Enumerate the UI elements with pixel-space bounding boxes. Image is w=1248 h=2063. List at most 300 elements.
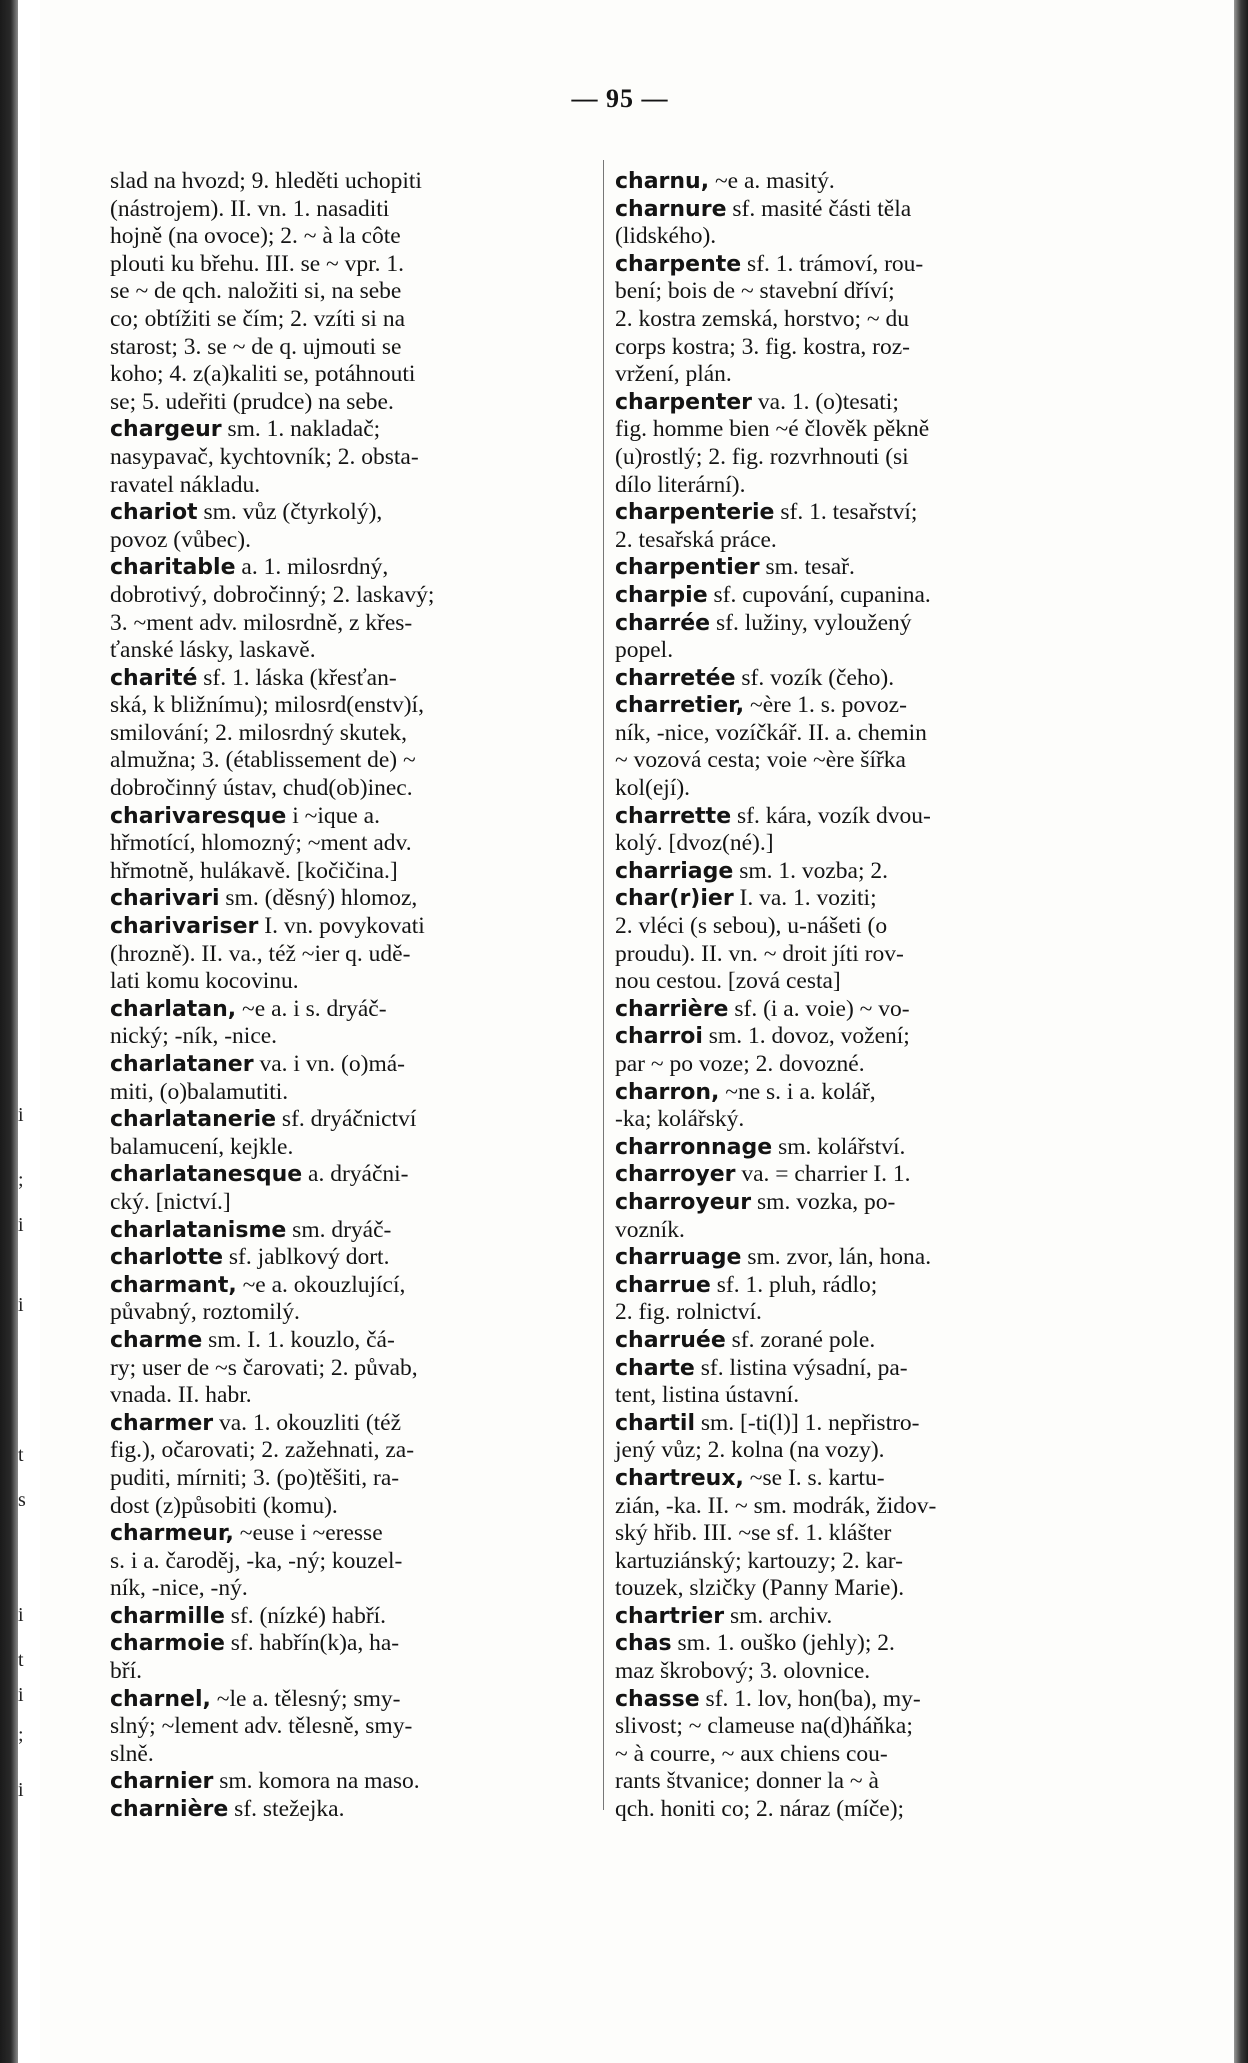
- dictionary-line: [615, 444, 1125, 472]
- dictionary-line: [615, 582, 1125, 610]
- headword: charroi: [615, 1024, 703, 1050]
- edge-mark: t: [18, 1649, 24, 1671]
- headword: charpenterie: [615, 500, 775, 526]
- entry-text: ~ne s. i a. kolář,: [719, 1078, 876, 1105]
- entry-text: miti, (o)balamutiti.: [110, 1078, 289, 1105]
- entry-text: hřmotně, hulákavě. [kočičina.]: [110, 857, 398, 884]
- dictionary-line: [110, 775, 595, 803]
- entry-text: slně.: [110, 1740, 154, 1767]
- entry-text: ~e a. okouzlující,: [236, 1271, 406, 1298]
- entry-text: bří.: [110, 1658, 142, 1685]
- entry-text: 2. kostra zemská, horstvo; ~ du: [615, 305, 910, 332]
- entry-text: va. = charrier I. 1.: [735, 1161, 911, 1188]
- headword: charpentier: [615, 555, 760, 581]
- dictionary-line: [110, 858, 595, 886]
- entry-text: a. 1. milosrdný,: [235, 554, 389, 581]
- dictionary-line: [615, 913, 1125, 941]
- headword: charivariser: [110, 914, 259, 940]
- dictionary-line: [110, 223, 595, 251]
- entry-text: zián, -ka. II. ~ sm. modrák, židov-: [615, 1492, 937, 1519]
- entry-text: sf. (i a. voie) ~ vo-: [728, 995, 910, 1022]
- dictionary-line: [110, 1272, 595, 1300]
- dictionary-line: [615, 554, 1125, 582]
- entry-text: ~e a. i s. dryáč-: [236, 995, 387, 1022]
- headword: charrette: [615, 803, 732, 829]
- entry-text: smilování; 2. milosrdný skutek,: [110, 719, 408, 746]
- headword: chartreux,: [615, 1465, 744, 1491]
- entry-text: sm. 1. dovoz, vožení;: [702, 1023, 910, 1050]
- entry-text: sf. lužiny, vyloužený: [710, 609, 912, 636]
- headword: charitable: [110, 555, 236, 581]
- headword: charron,: [615, 1079, 720, 1105]
- entry-text: I. vn. povykovati: [258, 913, 425, 940]
- edge-mark: i: [18, 1104, 24, 1126]
- entry-text: 2. tesařská práce.: [615, 526, 777, 553]
- entry-text: sm. 1. ouško (jehly); 2.: [671, 1630, 895, 1657]
- entry-text: (u)rostlý; 2. fig. rozvrhnouti (si: [615, 443, 909, 470]
- headword: charlatanesque: [110, 1162, 303, 1188]
- headword: charronnage: [615, 1134, 773, 1160]
- entry-text: (hrozně). II. va., též ~ier q. udě-: [110, 940, 411, 967]
- entry-text: plouti ku břehu. III. se ~ vpr. 1.: [110, 250, 405, 277]
- dictionary-line: [615, 1630, 1125, 1658]
- dictionary-line: [615, 1741, 1125, 1769]
- entry-text: sf. 1. láska (křesťan-: [197, 664, 397, 691]
- headword: chartil: [615, 1410, 695, 1436]
- dictionary-line: [615, 1575, 1125, 1603]
- headword: charpie: [615, 582, 708, 608]
- entry-text: se; 5. udeřiti (prudce) na sebe.: [110, 388, 394, 415]
- edge-mark: ;: [18, 1169, 24, 1191]
- entry-text: kartuziánský; kartouzy; 2. kar-: [615, 1547, 903, 1574]
- entry-text: sm. I. 1. kouzlo, čá-: [202, 1326, 395, 1353]
- headword: charriage: [615, 858, 734, 884]
- entry-text: ~ère 1. s. povoz-: [744, 692, 907, 719]
- dictionary-line: [615, 1106, 1125, 1134]
- headword: charnel,: [110, 1686, 211, 1712]
- dictionary-line: [110, 1023, 595, 1051]
- dictionary-line: [110, 1217, 595, 1245]
- dictionary-line: [110, 554, 595, 582]
- dictionary-line: [110, 1437, 595, 1465]
- entry-text: sf. habřín(k)a, ha-: [224, 1630, 400, 1657]
- entry-text: (nástrojem). II. vn. 1. nasaditi: [110, 195, 390, 222]
- entry-text: ravatel nákladu.: [110, 471, 261, 498]
- dictionary-line: [615, 306, 1125, 334]
- headword: charruage: [615, 1245, 742, 1271]
- entry-text: i ~ique a.: [286, 802, 380, 829]
- dictionary-line: [615, 527, 1125, 555]
- dictionary-line: [615, 334, 1125, 362]
- entry-text: I. va. 1. voziti;: [733, 885, 877, 912]
- entry-text: sf. kára, vozík dvou-: [731, 802, 931, 829]
- dictionary-line: [615, 361, 1125, 389]
- dictionary-line: [110, 885, 595, 913]
- entry-text: 2. fig. rolnictví.: [615, 1299, 762, 1326]
- entry-text: (lidského).: [615, 223, 717, 250]
- entry-text: corps kostra; 3. fig. kostra, roz-: [615, 333, 910, 360]
- entry-text: sf. zorané pole.: [725, 1326, 876, 1353]
- dictionary-line: [615, 416, 1125, 444]
- entry-text: sm. kolářství.: [772, 1133, 906, 1160]
- entry-text: s. i a. čaroděj, -ka, -ný; kouzel-: [110, 1547, 403, 1574]
- dictionary-line: [615, 1327, 1125, 1355]
- edge-mark: i: [18, 1294, 24, 1316]
- headword: charnu,: [615, 169, 710, 194]
- dictionary-line: [110, 1079, 595, 1107]
- headword: charlataner: [110, 1052, 254, 1077]
- headword: chartrier: [615, 1603, 725, 1629]
- entry-text: cký. [nictví.]: [110, 1188, 231, 1215]
- dictionary-line: [110, 720, 595, 748]
- entry-text: hojně (na ovoce); 2. ~ à la côte: [110, 223, 401, 250]
- dictionary-line: [110, 1493, 595, 1521]
- dictionary-line: [615, 1079, 1125, 1107]
- entry-text: ský hřib. III. ~se sf. 1. klášter: [615, 1520, 892, 1547]
- headword: charlotte: [110, 1245, 224, 1271]
- dictionary-line: [110, 1244, 595, 1272]
- dictionary-line: [110, 1658, 595, 1686]
- edge-mark: s: [18, 1489, 26, 1511]
- entry-text: sm. 1. vozba; 2.: [733, 857, 889, 884]
- entry-text: ~e a. masitý.: [709, 168, 835, 194]
- entry-text: tent, listina ústavní.: [615, 1382, 800, 1409]
- dictionary-line: [615, 499, 1125, 527]
- dictionary-line: [110, 444, 595, 472]
- dictionary-line: [615, 1299, 1125, 1327]
- entry-text: slný; ~lement adv. tělesně, smy-: [110, 1713, 413, 1740]
- dictionary-line: [615, 1713, 1125, 1741]
- headword: charnure: [615, 196, 727, 222]
- headword: charmoie: [110, 1631, 225, 1657]
- entry-text: sf. jablkový dort.: [223, 1244, 390, 1271]
- entry-text: sm. vůz (čtyrkolý),: [197, 499, 383, 526]
- headword: charretier,: [615, 693, 745, 719]
- dictionary-line: [615, 803, 1125, 831]
- dictionary-line: [110, 527, 595, 555]
- entry-text: fig. homme bien ~é člověk pěkně: [615, 416, 930, 443]
- entry-text: sm. tesař.: [759, 554, 855, 581]
- dictionary-line: [615, 941, 1125, 969]
- entry-text: povoz (vůbec).: [110, 526, 251, 553]
- headword: charruée: [615, 1327, 726, 1353]
- dictionary-line: [615, 747, 1125, 775]
- dictionary-line: [110, 968, 595, 996]
- headword: charrue: [615, 1272, 711, 1298]
- headword: chargeur: [110, 417, 222, 443]
- entry-text: sf. stežejka.: [228, 1796, 345, 1823]
- right-page-edge: [1234, 0, 1248, 2063]
- dictionary-line: [615, 665, 1125, 693]
- entry-text: nický; -ník, -nice.: [110, 1023, 278, 1050]
- entry-text: vozník.: [615, 1216, 685, 1243]
- dictionary-line: [615, 196, 1125, 224]
- entry-text: ská, k bližnímu); milosrd(enstv)í,: [110, 692, 424, 719]
- entry-text: hřmotící, hlomozný; ~ment adv.: [110, 830, 412, 857]
- headword: charretée: [615, 665, 736, 691]
- dictionary-line: [110, 251, 595, 279]
- headword: charroyer: [615, 1162, 736, 1188]
- entry-text: kol(ejí).: [615, 775, 691, 802]
- entry-text: ~ à courre, ~ aux chiens cou-: [615, 1740, 888, 1767]
- entry-text: jený vůz; 2. kolna (na vozy).: [615, 1437, 885, 1464]
- dictionary-line: [615, 858, 1125, 886]
- dictionary-line: [615, 775, 1125, 803]
- dictionary-line: [615, 1134, 1125, 1162]
- headword: charivari: [110, 886, 220, 912]
- dictionary-line: [110, 1134, 595, 1162]
- dictionary-line: [110, 803, 595, 831]
- headword: charlatanerie: [110, 1107, 277, 1133]
- column-divider: [603, 160, 604, 1810]
- dictionary-line: [110, 306, 595, 334]
- dictionary-line: [615, 168, 1125, 196]
- headword: charroyeur: [615, 1189, 752, 1215]
- entry-text: dost (z)působiti (komu).: [110, 1492, 338, 1519]
- headword: charme: [110, 1327, 203, 1353]
- entry-text: sf. cupování, cupanina.: [707, 581, 931, 608]
- dictionary-line: [110, 1410, 595, 1438]
- headword: chas: [615, 1631, 672, 1657]
- dictionary-line: [615, 1244, 1125, 1272]
- entry-text: sm. 1. nakladač;: [221, 416, 381, 443]
- dictionary-line: [110, 1355, 595, 1383]
- left-column: [110, 168, 595, 1824]
- entry-text: koho; 4. z(a)kaliti se, potáhnouti: [110, 361, 416, 388]
- headword: chariot: [110, 500, 198, 526]
- dictionary-line: [615, 610, 1125, 638]
- entry-text: vnada. II. habr.: [110, 1382, 252, 1409]
- dictionary-line: [615, 1410, 1125, 1438]
- entry-text: vržení, plán.: [615, 361, 732, 388]
- page-number: — 95 —: [571, 84, 669, 113]
- dictionary-line: [615, 996, 1125, 1024]
- dictionary-line: [615, 1796, 1125, 1824]
- dictionary-line: [615, 1658, 1125, 1686]
- headword: charnier: [110, 1769, 214, 1795]
- entry-text: ~euse i ~eresse: [233, 1520, 383, 1547]
- edge-mark: t: [18, 1444, 24, 1466]
- entry-text: ník, -nice, -ný.: [110, 1575, 248, 1602]
- dictionary-line: [110, 1161, 595, 1189]
- dictionary-line: [615, 223, 1125, 251]
- dictionary-line: [110, 665, 595, 693]
- dictionary-line: [615, 1051, 1125, 1079]
- dictionary-line: [110, 913, 595, 941]
- right-column: [615, 168, 1125, 1824]
- entry-text: lati komu kocovinu.: [110, 968, 299, 995]
- dictionary-line: [110, 1713, 595, 1741]
- dictionary-line: [615, 1603, 1125, 1631]
- dictionary-line: [615, 251, 1125, 279]
- edge-mark: ;: [18, 1724, 24, 1746]
- dictionary-line: [615, 637, 1125, 665]
- dictionary-line: [615, 472, 1125, 500]
- dictionary-line: [110, 996, 595, 1024]
- dictionary-line: [110, 1768, 595, 1796]
- entry-text: sf. 1. trámoví, rou-: [741, 250, 924, 277]
- entry-text: popel.: [615, 637, 674, 664]
- dictionary-line: [110, 1051, 595, 1079]
- dictionary-line: [615, 1161, 1125, 1189]
- entry-text: ťanské lásky, laskavě.: [110, 637, 316, 664]
- entry-text: slad na hvozd; 9. hleděti uchopiti: [110, 168, 422, 194]
- dictionary-line: [615, 968, 1125, 996]
- entry-text: sm. komora na maso.: [213, 1768, 420, 1795]
- entry-text: par ~ po voze; 2. dovozné.: [615, 1051, 865, 1077]
- dictionary-line: [110, 1548, 595, 1576]
- dictionary-line: [615, 1189, 1125, 1217]
- entry-text: sf. 1. tesařství;: [774, 499, 918, 526]
- entry-text: sf. vozík (čeho).: [735, 664, 895, 691]
- dictionary-line: [110, 1796, 595, 1824]
- headword: chasse: [615, 1686, 700, 1712]
- dictionary-line: [615, 1355, 1125, 1383]
- headword: charmer: [110, 1410, 214, 1436]
- dictionary-line: [110, 692, 595, 720]
- entry-text: kolý. [dvoz(né).]: [615, 830, 774, 857]
- entry-text: va. i vn. (o)má-: [253, 1051, 405, 1077]
- dictionary-line: [110, 1299, 595, 1327]
- headword: charité: [110, 665, 198, 691]
- dictionary-line: [615, 1382, 1125, 1410]
- entry-text: sf. 1. pluh, rádlo;: [710, 1271, 878, 1298]
- entry-text: va. 1. (o)tesati;: [752, 388, 899, 415]
- entry-text: sm. archiv.: [724, 1602, 833, 1629]
- dictionary-line: [615, 389, 1125, 417]
- entry-text: sf. masité části těla: [726, 195, 912, 222]
- entry-text: dobročinný ústav, chud(ob)inec.: [110, 775, 413, 802]
- entry-text: puditi, mírniti; 3. (po)těšiti, ra-: [110, 1464, 400, 1491]
- dictionary-line: [110, 1382, 595, 1410]
- headword: charte: [615, 1355, 695, 1381]
- entry-text: co; obtížiti se čím; 2. vzíti si na: [110, 305, 406, 332]
- entry-text: ~le a. tělesný; smy-: [210, 1685, 401, 1712]
- entry-text: -ka; kolářský.: [615, 1106, 745, 1133]
- dictionary-line: [110, 278, 595, 306]
- headword: charmant,: [110, 1272, 237, 1298]
- edge-mark: i: [18, 1604, 24, 1626]
- headword: charpenter: [615, 389, 753, 415]
- entry-text: starost; 3. se ~ de q. ujmouti se: [110, 333, 402, 360]
- dictionary-line: [110, 1327, 595, 1355]
- dictionary-line: [110, 472, 595, 500]
- dictionary-page: [40, 0, 1230, 2063]
- dictionary-line: [615, 1548, 1125, 1576]
- dictionary-line: [110, 1686, 595, 1714]
- entry-text: ry; user de ~s čarovati; 2. půvab,: [110, 1354, 418, 1381]
- entry-text: ~se I. s. kartu-: [743, 1464, 885, 1491]
- entry-text: dílo literární).: [615, 471, 746, 498]
- entry-text: sm. [-ti(l)] 1. nepřistro-: [695, 1409, 920, 1436]
- dictionary-line: [110, 334, 595, 362]
- dictionary-line: [110, 1465, 595, 1493]
- entry-text: qch. honiti co; 2. náraz (míče);: [615, 1796, 905, 1823]
- entry-text: maz škrobový; 3. olovnice.: [615, 1658, 871, 1685]
- entry-text: sm. (děsný) hlomoz,: [219, 885, 418, 912]
- dictionary-line: [110, 830, 595, 858]
- entry-text: sf. 1. lov, hon(ba), my-: [699, 1685, 921, 1712]
- entry-text: sf. listina výsadní, pa-: [694, 1354, 908, 1381]
- dictionary-line: [615, 1493, 1125, 1521]
- dictionary-line: [615, 1768, 1125, 1796]
- dictionary-line: [615, 692, 1125, 720]
- entry-text: sm. dryáč-: [286, 1216, 392, 1243]
- entry-text: sm. vozka, po-: [751, 1188, 896, 1215]
- dictionary-line: [110, 1575, 595, 1603]
- headword: charnière: [110, 1797, 229, 1823]
- entry-text: půvabný, roztomilý.: [110, 1299, 300, 1326]
- entry-text: sm. zvor, lán, hona.: [741, 1244, 932, 1271]
- headword: charivaresque: [110, 803, 287, 829]
- entry-text: slivost; ~ clameuse na(d)háňka;: [615, 1713, 913, 1740]
- entry-text: va. 1. okouzliti (též: [213, 1409, 402, 1436]
- entry-text: proudu). II. vn. ~ droit jíti rov-: [615, 940, 904, 967]
- adjacent-page-edge-marks: [18, 0, 32, 2063]
- dictionary-line: [615, 830, 1125, 858]
- dictionary-line: [110, 1630, 595, 1658]
- dictionary-line: [615, 1465, 1125, 1493]
- dictionary-line: [615, 885, 1125, 913]
- dictionary-line: [615, 278, 1125, 306]
- dictionary-line: [110, 389, 595, 417]
- headword: charlatanisme: [110, 1217, 287, 1243]
- headword: charlatan,: [110, 996, 237, 1022]
- edge-mark: i: [18, 1214, 24, 1236]
- dictionary-line: [110, 582, 595, 610]
- dictionary-line: [110, 1520, 595, 1548]
- edge-mark: i: [18, 1779, 24, 1801]
- entry-text: ník, -nice, vozíčkář. II. a. chemin: [615, 719, 927, 746]
- dictionary-line: [110, 1603, 595, 1631]
- dictionary-line: [110, 610, 595, 638]
- edge-mark: i: [18, 1684, 24, 1706]
- headword: charrière: [615, 996, 729, 1022]
- headword: char(r)ier: [615, 886, 734, 912]
- dictionary-line: [615, 1437, 1125, 1465]
- dictionary-line: [110, 499, 595, 527]
- headword: charrée: [615, 610, 711, 636]
- dictionary-line: [110, 196, 595, 224]
- headword: charmeur,: [110, 1521, 234, 1547]
- dictionary-line: [110, 168, 595, 196]
- entry-text: nasypavač, kychtovník; 2. obsta-: [110, 443, 419, 470]
- entry-text: se ~ de qch. naložiti si, na sebe: [110, 278, 402, 305]
- dictionary-line: [615, 720, 1125, 748]
- entry-text: almužna; 3. (établissement de) ~: [110, 747, 416, 774]
- entry-text: rants štvanice; donner la ~ à: [615, 1768, 879, 1795]
- dictionary-line: [110, 361, 595, 389]
- left-page-edge: [0, 0, 18, 2063]
- entry-text: dobrotivý, dobročinný; 2. laskavý;: [110, 581, 435, 608]
- entry-text: ~ vozová cesta; voie ~ère šířka: [615, 747, 906, 774]
- entry-text: sf. dryáčnictví: [276, 1106, 417, 1133]
- dictionary-line: [110, 1106, 595, 1134]
- entry-text: bení; bois de ~ stavební dříví;: [615, 278, 895, 305]
- entry-text: balamucení, kejkle.: [110, 1133, 294, 1160]
- dictionary-line: [615, 1686, 1125, 1714]
- entry-text: a. dryáčni-: [302, 1161, 409, 1188]
- headword: charmille: [110, 1603, 225, 1629]
- dictionary-line: [615, 1023, 1125, 1051]
- entry-text: touzek, slzičky (Panny Marie).: [615, 1575, 905, 1602]
- dictionary-line: [110, 747, 595, 775]
- dictionary-line: [110, 941, 595, 969]
- entry-text: 3. ~ment adv. milosrdně, z křes-: [110, 609, 413, 636]
- dictionary-line: [615, 1217, 1125, 1245]
- dictionary-line: [110, 1189, 595, 1217]
- entry-text: sf. (nízké) habří.: [224, 1602, 387, 1629]
